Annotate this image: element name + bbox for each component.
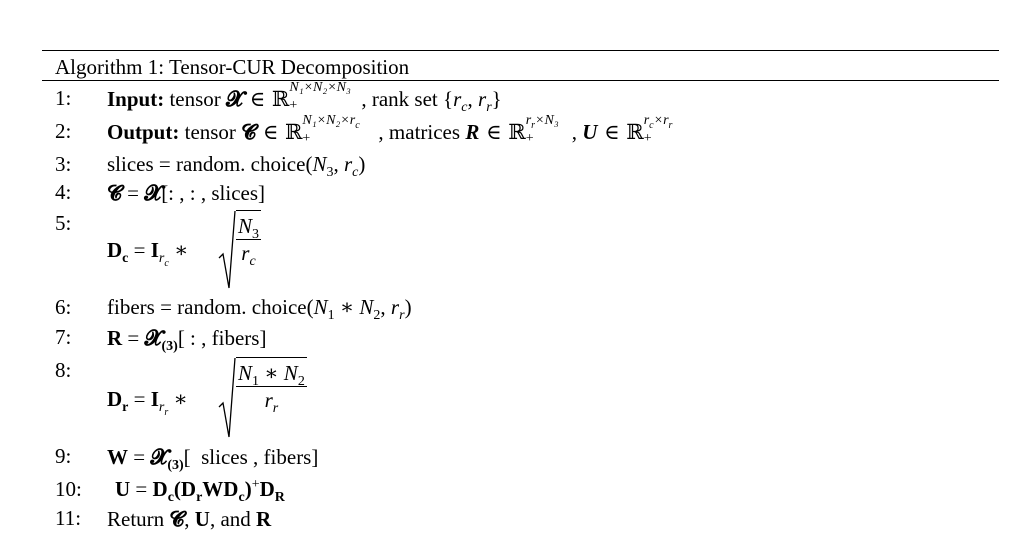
tensor-c-symbol: 𝓒 xyxy=(169,506,185,531)
rank-rc: r xyxy=(453,87,462,111)
subscript: r xyxy=(531,119,536,131)
superscript: ×N₃ xyxy=(535,113,559,129)
subscript: r xyxy=(668,119,673,131)
matrix-w-symbol: W xyxy=(107,445,128,469)
subscript: + xyxy=(525,131,534,147)
text: slices = random. choice( xyxy=(107,152,313,176)
math-var: N xyxy=(238,361,253,385)
subscript: c xyxy=(167,490,174,506)
superscript: r xyxy=(643,113,650,129)
matrix-u-symbol: U xyxy=(582,120,598,144)
subscript: 3 xyxy=(252,227,260,243)
line-number: 5: xyxy=(55,211,72,235)
tensor-c-symbol: 𝓒 xyxy=(241,119,257,144)
matrix-w-symbol: W xyxy=(202,477,224,501)
subscript: r xyxy=(164,406,169,418)
subscript: (3) xyxy=(161,339,178,355)
tensor-c-symbol: 𝓒 xyxy=(107,180,122,205)
line-number: 3: xyxy=(55,152,72,176)
subscript: 1 xyxy=(252,374,260,390)
text: = xyxy=(130,477,153,501)
tensor-x-symbol: 𝓧 xyxy=(144,325,162,350)
subscript: + xyxy=(302,131,311,147)
subscript: r xyxy=(122,400,129,416)
line-number: 7: xyxy=(55,325,72,349)
text: , xyxy=(333,152,344,176)
top-rule xyxy=(42,50,999,51)
math-var: N xyxy=(359,295,374,319)
line-number: 1: xyxy=(55,86,72,110)
radical-sign-icon xyxy=(218,357,236,439)
math-var: r xyxy=(241,241,250,265)
text: , rank set { xyxy=(361,87,454,111)
text: , xyxy=(380,295,391,319)
line-number: 8: xyxy=(55,358,72,382)
text: [ : , fibers] xyxy=(177,326,267,350)
text: [ slices , fibers] xyxy=(183,445,319,469)
line-number: 11: xyxy=(55,506,82,530)
text: ( xyxy=(173,477,181,501)
text: Return xyxy=(107,507,170,531)
title-rule xyxy=(42,80,999,81)
input-keyword: Input: xyxy=(107,87,165,111)
subscript: r xyxy=(272,401,279,417)
matrix-u-symbol: U xyxy=(115,477,131,501)
matrix-r-symbol: R xyxy=(465,120,480,144)
line-number: 10: xyxy=(55,477,82,501)
math: ∈ ℝ xyxy=(597,120,644,144)
subscript: + xyxy=(289,98,298,114)
subscript: r xyxy=(158,251,165,267)
line-number: 6: xyxy=(55,295,72,319)
subscript: r xyxy=(196,490,203,506)
text: , xyxy=(184,507,195,531)
subscript: c xyxy=(352,165,359,181)
radical-sign-icon xyxy=(218,210,236,290)
math-var: r xyxy=(390,295,400,319)
text: , and xyxy=(209,507,257,531)
line-number: 2: xyxy=(55,119,72,143)
text: = xyxy=(122,326,145,350)
text: ∗ xyxy=(168,238,189,262)
math: ∈ ℝ xyxy=(479,120,526,144)
text: ∗ xyxy=(334,295,360,319)
text: ) xyxy=(404,295,412,319)
subscript: c xyxy=(649,119,654,131)
matrix-i-symbol: I xyxy=(150,387,159,411)
matrix-d-symbol: D xyxy=(107,238,123,262)
math-var: r xyxy=(343,152,353,176)
tensor-x-symbol: 𝓧 xyxy=(144,180,162,205)
text: } xyxy=(491,87,502,111)
subscript: r xyxy=(399,308,405,324)
rank-rr: r xyxy=(478,87,487,111)
subscript: c xyxy=(238,490,245,506)
matrix-d-symbol: D xyxy=(180,477,197,501)
square-root xyxy=(218,210,261,270)
text: = xyxy=(128,387,151,411)
text: ) xyxy=(244,477,252,501)
text: = xyxy=(128,445,151,469)
text: , xyxy=(467,87,478,111)
matrix-d-symbol: D xyxy=(223,477,239,501)
subscript: + xyxy=(643,131,652,147)
subscript: (3) xyxy=(167,458,184,474)
subscript: 3 xyxy=(326,165,334,181)
line-number: 9: xyxy=(55,444,72,468)
subscript: r xyxy=(158,400,165,416)
line-number: 4: xyxy=(55,180,72,204)
text: = xyxy=(121,181,145,205)
math-var: N xyxy=(238,214,253,238)
text: ∗ xyxy=(259,361,284,385)
text: fibers = random. choice( xyxy=(107,295,314,319)
superscript: ×r xyxy=(653,113,669,129)
subscript: c xyxy=(355,119,360,131)
text: ) xyxy=(358,152,366,176)
square-root xyxy=(218,357,307,417)
math-var: N xyxy=(283,361,298,385)
text: tensor xyxy=(164,87,227,111)
text: , matrices xyxy=(378,120,466,144)
matrix-d-symbol: D xyxy=(259,477,275,501)
matrix-i-symbol: I xyxy=(150,238,159,262)
math-var: N xyxy=(313,295,328,319)
subscript: c xyxy=(122,251,129,267)
math: ∈ ℝ xyxy=(243,87,290,111)
subscript: c xyxy=(461,100,468,116)
text: tensor xyxy=(179,120,242,144)
subscript: 1 xyxy=(327,308,335,324)
subscript: R xyxy=(274,490,285,506)
math-var: r xyxy=(264,388,273,412)
matrix-r-symbol: R xyxy=(256,507,272,531)
superscript: + xyxy=(251,477,260,492)
matrix-u-symbol: U xyxy=(194,507,210,531)
text: [: , : , slices] xyxy=(161,181,265,205)
matrix-d-symbol: D xyxy=(152,477,168,501)
text: ∗ xyxy=(168,387,188,411)
text: = xyxy=(128,238,151,262)
matrix-r-symbol: R xyxy=(107,326,123,350)
subscript: r xyxy=(486,100,492,116)
tensor-x-symbol: 𝓧 xyxy=(226,86,243,111)
output-keyword: Output: xyxy=(107,120,180,144)
superscript: N₁×N₂×r xyxy=(302,113,356,129)
algorithm-title: Algorithm 1: Tensor-CUR Decomposition xyxy=(55,55,410,79)
matrix-d-symbol: D xyxy=(107,387,123,411)
subscript: c xyxy=(249,254,256,270)
superscript: r xyxy=(525,113,532,129)
math: ∈ ℝ xyxy=(256,120,303,144)
superscript: N₁×N₂×N₃ xyxy=(289,80,351,96)
text: , xyxy=(571,120,583,144)
subscript: 2 xyxy=(373,308,381,324)
tensor-x-symbol: 𝓧 xyxy=(150,444,168,469)
subscript: c xyxy=(164,257,169,269)
math-var: N xyxy=(312,152,327,176)
subscript: 2 xyxy=(297,374,305,390)
